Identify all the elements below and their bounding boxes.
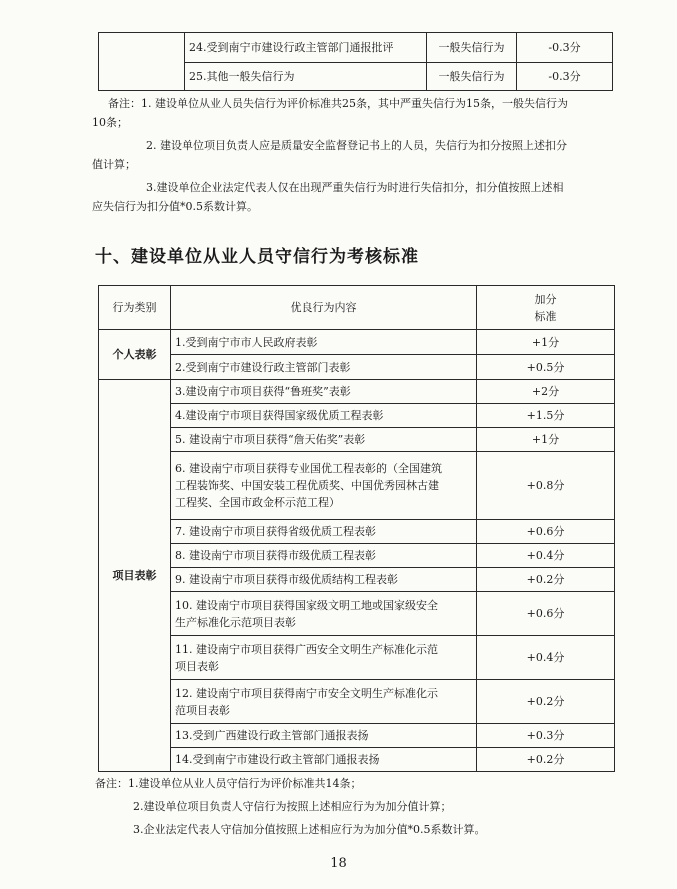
table-row [99,520,615,544]
row-content-line: 10. 建设南宁市项目获得国家级文明工地或国家级安全 [175,598,438,612]
row-score: +0.2分 [477,680,615,724]
row-score: +1分 [477,330,615,355]
row-score: -0.3分 [517,33,613,63]
header-category: 行为类别 [99,286,171,330]
row-content: 1.受到南宁市市人民政府表彰 [171,330,477,355]
note-3-line-2: 应失信行为扣分值*0.5系数计算。 [92,200,258,213]
header-score-line-2: 标准 [534,309,557,323]
table-row [99,428,615,452]
table-row [99,452,615,520]
table-header-row [99,286,615,330]
table-row [99,33,613,63]
table-row [99,330,615,355]
row-content [171,452,477,520]
row-score: -0.3分 [517,63,613,91]
row-score: +0.6分 [477,520,615,544]
row-score: +0.2分 [477,748,615,772]
row-score: +0.4分 [477,636,615,680]
row-content: 4.建设南宁市项目获得国家级优质工程表彰 [171,404,477,428]
table-row [99,680,615,724]
note-3-line-1: 3.建设单位企业法定代表人仅在出现严重失信行为时进行失信扣分，扣分值按照上述相 [146,181,564,194]
table-row [99,592,615,636]
row-content: 9. 建设南宁市项目获得市级优质结构工程表彰 [171,568,477,592]
row-content: 8. 建设南宁市项目获得市级优质工程表彰 [171,544,477,568]
row-score: +0.8分 [477,452,615,520]
row-content [171,680,477,724]
row-score: +0.3分 [477,724,615,748]
header-score-line-1: 加分 [534,292,557,306]
group-personal: 个人表彰 [99,330,171,380]
row-score: +0.2分 [477,568,615,592]
table-row [99,355,615,380]
row-content-line: 范项目表彰 [175,703,230,717]
row-score: +1.5分 [477,404,615,428]
note-2-line-1: 2. 建设单位项目负责人应是质量安全监督登记书上的人员，失信行为扣分按照上述扣分 [146,139,567,152]
header-score [477,286,615,330]
table-row [99,404,615,428]
section-title: 十、建设单位从业人员守信行为考核标准 [95,247,419,267]
row-content: 13.受到广西建设行政主管部门通报表扬 [171,724,477,748]
bottom-note-3: 3.企业法定代表人守信加分值按照上述相应行为为加分值*0.5系数计算。 [133,823,486,836]
main-table [98,285,615,772]
row-type: 一般失信行为 [427,33,517,63]
row-content: 14.受到南宁市建设行政主管部门通报表扬 [171,748,477,772]
row-content-line: 工程装饰奖、中国安装工程优质奖、中国优秀园林古建 [175,479,439,492]
header-content: 优良行为内容 [171,286,477,330]
row-content-line: 项目表彰 [175,659,219,673]
row-content [171,592,477,636]
row-score: +0.5分 [477,355,615,380]
table-row [99,636,615,680]
row-item: 25.其他一般失信行为 [185,63,427,91]
top-table [98,32,613,91]
row-content: 2.受到南宁市建设行政主管部门表彰 [171,355,477,380]
table-row [99,568,615,592]
row-score: +0.4分 [477,544,615,568]
row-type: 一般失信行为 [427,63,517,91]
continued-category-cell [99,33,185,91]
row-content-line: 11. 建设南宁市项目获得广西安全文明生产标准化示范 [175,642,438,656]
bottom-note-2: 2.建设单位项目负责人守信行为按照上述相应行为为加分值计算； [133,800,452,813]
page-number: 18 [330,856,347,871]
table-row [99,380,615,404]
row-content-line: 6. 建设南宁市项目获得专业国优工程表彰的（全国建筑 [175,462,442,475]
table-row [99,748,615,772]
bottom-note-1: 备注：1.建设单位从业人员守信行为评价标准共14条； [95,777,362,790]
table-row [99,724,615,748]
row-item: 24.受到南宁市建设行政主管部门通报批评 [185,33,427,63]
row-content: 5. 建设南宁市项目获得“詹天佑奖”表彰 [171,428,477,452]
group-project: 项目表彰 [99,380,171,772]
row-score: +0.6分 [477,592,615,636]
row-content: 3.建设南宁市项目获得“鲁班奖”表彰 [171,380,477,404]
note-1-line-2: 10条； [92,116,128,129]
row-content-line: 生产标准化示范项目表彰 [175,615,296,629]
row-score: +2分 [477,380,615,404]
note-2-line-2: 值计算； [92,158,136,171]
table-row [99,544,615,568]
row-content [171,636,477,680]
row-content: 7. 建设南宁市项目获得省级优质工程表彰 [171,520,477,544]
row-content-line: 工程奖、全国市政金杯示范工程） [175,496,340,509]
row-score: +1分 [477,428,615,452]
row-content-line: 12. 建设南宁市项目获得南宁市安全文明生产标准化示 [175,686,438,700]
note-1-line-1: 备注：1. 建设单位从业人员失信行为评价标准共25条，其中严重失信行为15条，一般失信行为 [108,97,568,110]
